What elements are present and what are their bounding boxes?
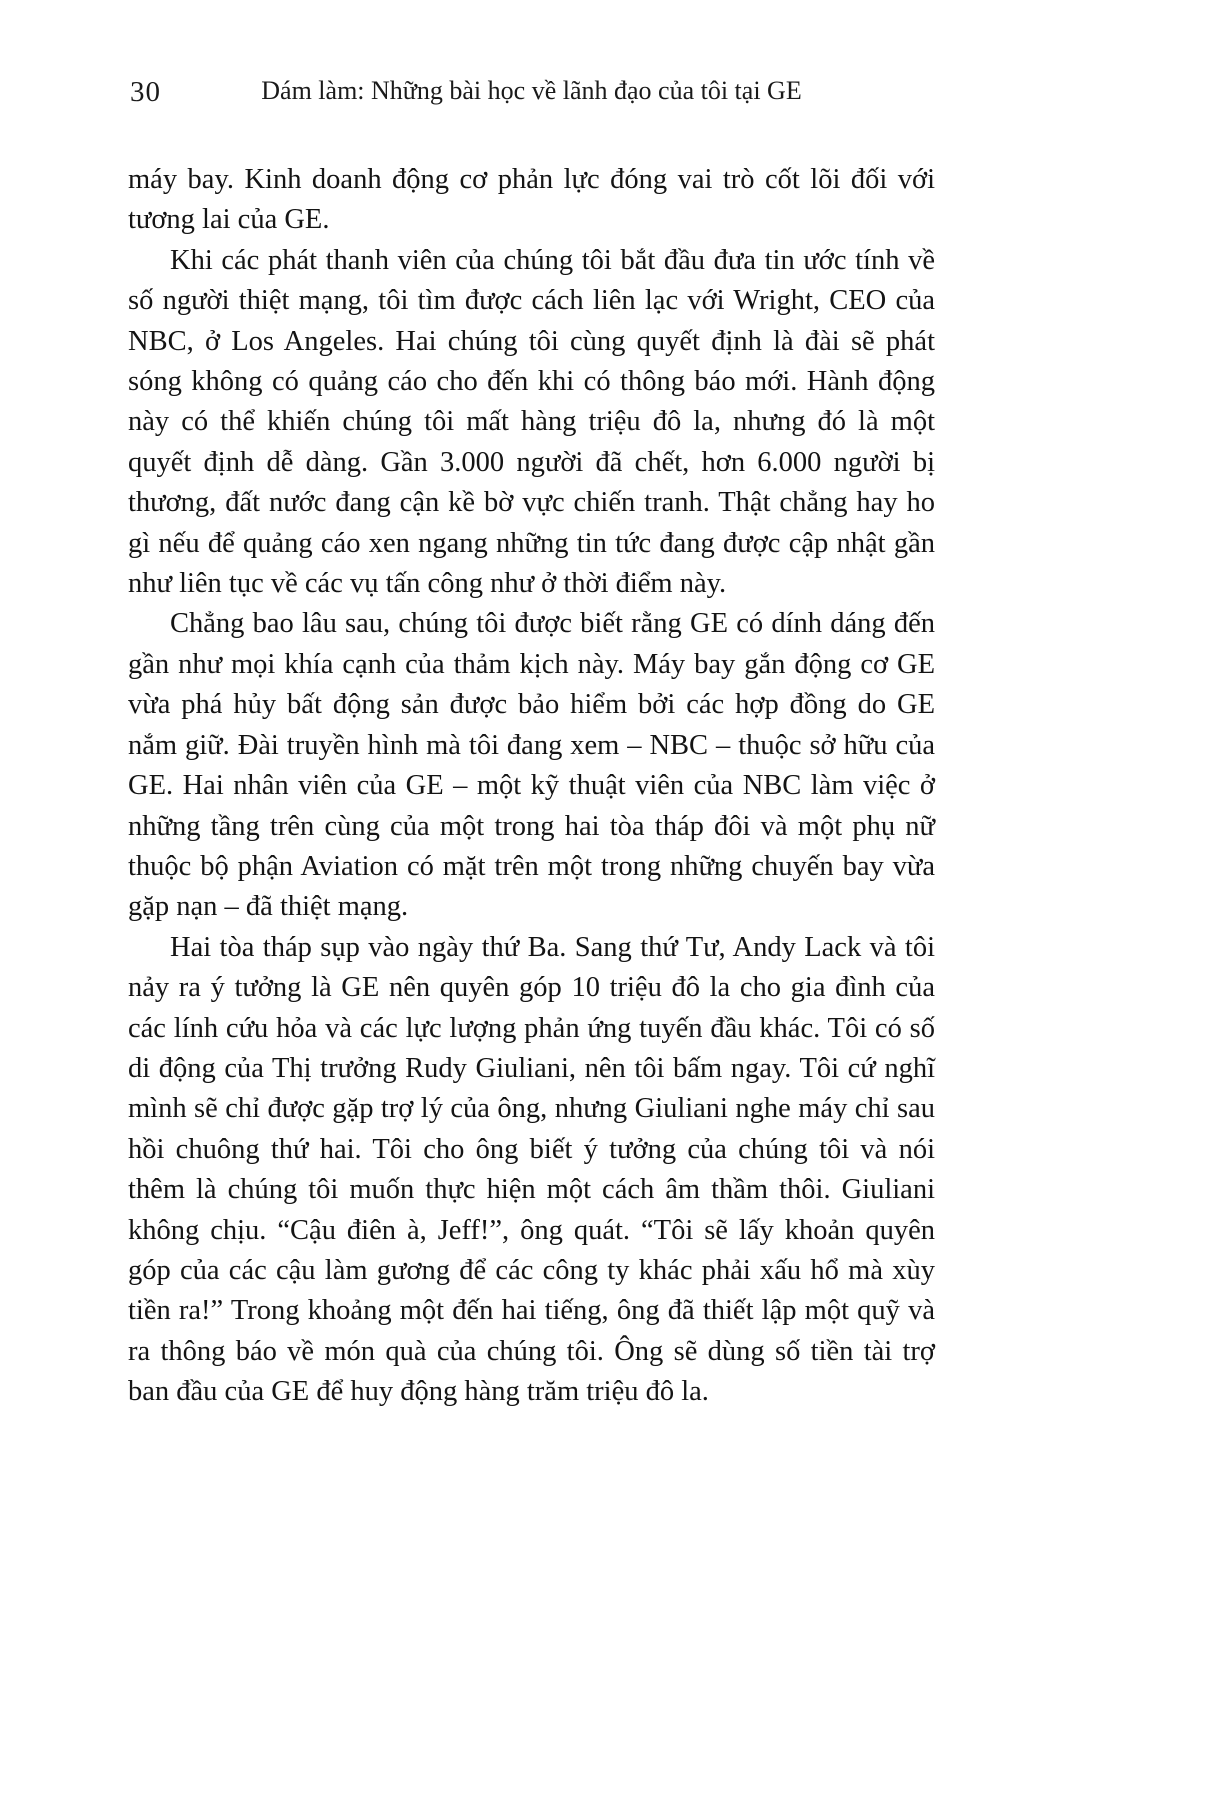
paragraph: Hai tòa tháp sụp vào ngày thứ Ba. Sang thứ Tư, Andy Lack và tôi nảy ra ý tưởng là GE nên quyên góp 10 triệu đô la cho gia đình của các lính cứu hỏa và các lực lượng phản ứng tuyến đầu khác. Tôi có số di động của Thị trưởng Rudy Giuliani, nên tôi bấm ngay. Tôi cứ nghĩ mình sẽ chỉ được gặp trợ lý của ông, nhưng Giuliani nghe máy chỉ sau hồi chuông thứ hai. Tôi cho ông biết ý tưởng của chúng tôi và nói thêm là chúng tôi muốn thực hiện một cách âm thầm thôi. Giuliani không chịu. “Cậu điên à, Jeff!”, ông quát. “Tôi sẽ lấy khoản quyên góp của các cậu làm gương để các công ty khác phải xấu hổ mà xùy tiền ra!” Trong khoảng một đến hai tiếng, ông đã thiết lập một quỹ và ra thông báo về món quà của chúng tôi. Ông sẽ dùng số tiền tài trợ ban đầu của GE để huy động hàng trăm triệu đô la. [128,931,935,1408]
paragraph: Chẳng bao lâu sau, chúng tôi được biết rằng GE có dính dáng đến gần như mọi khía cạnh của thảm kịch này. Máy bay gắn động cơ GE vừa phá hủy bất động sản được bảo hiểm bởi các hợp đồng do GE nắm giữ. Đài truyền hình mà tôi đang xem – NBC – thuộc sở hữu của GE. Hai nhân viên của GE – một kỹ thuật viên của NBC làm việc ở những tầng trên cùng của một trong hai tòa tháp đôi và một phụ nữ thuộc bộ phận Aviation có mặt trên một trong những chuyến bay vừa gặp nạn – đã thiệt mạng. [128,608,935,923]
body-text [128,160,935,1413]
running-header [128,76,935,110]
page-number: 30 [130,76,161,108]
running-title: Dám làm: Những bài học về lãnh đạo của tôi tại GE [261,76,802,105]
paragraph: máy bay. Kinh doanh động cơ phản lực đóng vai trò cốt lõi đối với tương lai của GE. [128,164,935,236]
paragraph: Khi các phát thanh viên của chúng tôi bắt đầu đưa tin ước tính về số người thiệt mạng, tôi tìm được cách liên lạc với Wright, CEO của NBC, ở Los Angeles. Hai chúng tôi cùng quyết định là đài sẽ phát sóng không có quảng cáo cho đến khi có thông báo mới. Hành động này có thể khiến chúng tôi mất hàng triệu đô la, nhưng đó là một quyết định dễ dàng. Gần 3.000 người đã chết, hơn 6.000 người bị thương, đất nước đang cận kề bờ vực chiến tranh. Thật chẳng hay ho gì nếu để quảng cáo xen ngang những tin tức đang được cập nhật gần như liên tục về các vụ tấn công như ở thời điểm này. [128,244,935,600]
